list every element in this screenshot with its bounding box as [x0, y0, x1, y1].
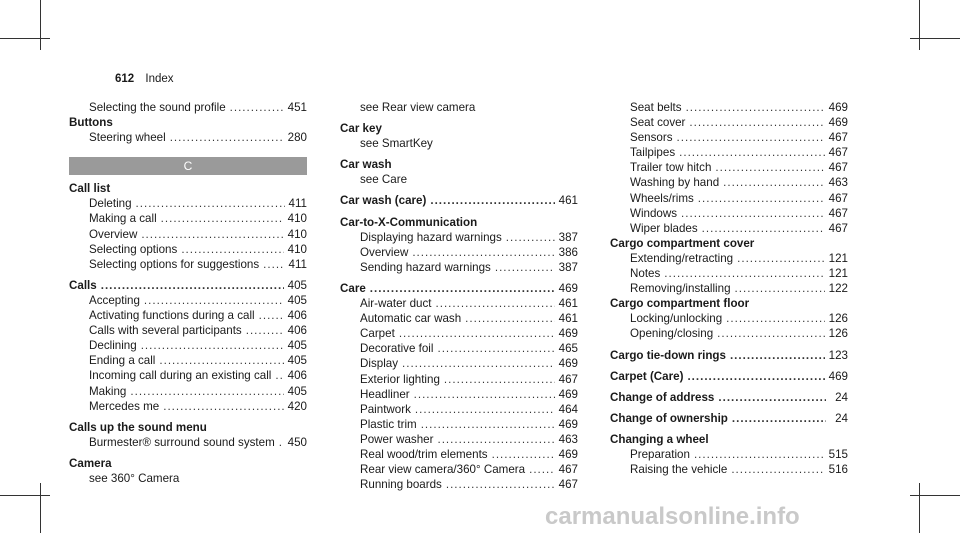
index-entry[interactable]: Overview ..... 386: [340, 245, 578, 260]
section-letter: C: [69, 157, 307, 175]
index-entry[interactable]: see SmartKey: [360, 137, 433, 151]
crop-mark: [40, 483, 41, 533]
crop-mark: [40, 0, 41, 50]
index-heading: Camera: [69, 456, 112, 470]
index-entry[interactable]: Accepting ..... 405: [69, 293, 307, 308]
index-entry[interactable]: Cargo tie-down rings ..... 123: [610, 348, 848, 363]
index-entry[interactable]: see Care: [360, 173, 408, 187]
crop-mark: [0, 495, 50, 496]
index-entry[interactable]: Extending/retracting ..... 121: [610, 251, 848, 266]
index-entry[interactable]: Washing by hand ..... 463: [610, 175, 848, 190]
index-entry[interactable]: Carpet ..... 469: [340, 326, 578, 341]
index-heading: Cargo compartment cover: [610, 236, 755, 250]
index-entry[interactable]: Deleting ..... 411: [69, 196, 307, 211]
index-entry[interactable]: Paintwork ..... 464: [340, 402, 578, 417]
index-entry[interactable]: Burmester® surround sound system ..... 450: [69, 435, 307, 450]
index-entry[interactable]: Trailer tow hitch ..... 467: [610, 160, 848, 175]
crop-mark: [919, 0, 920, 50]
index-entry[interactable]: Ending a call ..... 405: [69, 353, 307, 368]
index-entry[interactable]: Headliner ..... 469: [340, 387, 578, 402]
index-heading: Car key: [340, 122, 382, 136]
index-heading: Car wash: [340, 158, 392, 172]
index-heading: Cargo compartment floor: [610, 297, 750, 311]
index-entry[interactable]: Raising the vehicle ..... 516: [610, 462, 848, 477]
index-heading: Car-to-X-Communication: [340, 215, 478, 229]
index-entry[interactable]: Locking/unlocking ..... 126: [610, 311, 848, 326]
index-heading: Call list: [69, 182, 111, 196]
index-entry[interactable]: Activating functions during a call ..... 406: [69, 308, 307, 323]
index-entry[interactable]: Wiper blades ..... 467: [610, 221, 848, 236]
index-entry[interactable]: Mercedes me ..... 420: [69, 399, 307, 414]
crop-mark: [910, 495, 960, 496]
index-entry[interactable]: Air-water duct ..... 461: [340, 296, 578, 311]
index-entry[interactable]: Real wood/trim elements ..... 469: [340, 447, 578, 462]
index-entry[interactable]: Calls ..... 405: [69, 278, 307, 293]
crop-mark: [0, 38, 50, 39]
index-entry[interactable]: Declining ..... 405: [69, 338, 307, 353]
index-entry[interactable]: Rear view camera/360° Camera ..... 467: [340, 462, 578, 477]
watermark: carmanualsonline.info: [545, 503, 800, 530]
index-entry[interactable]: Seat cover ..... 469: [610, 115, 848, 130]
index-entry[interactable]: Seat belts ..... 469: [610, 100, 848, 115]
index-entry[interactable]: Preparation ..... 515: [610, 447, 848, 462]
index-entry[interactable]: see 360° Camera: [89, 471, 180, 485]
page-title: Index: [145, 73, 174, 85]
index-entry[interactable]: Change of ownership ..... 24: [610, 411, 848, 426]
index-entry[interactable]: Tailpipes ..... 467: [610, 145, 848, 160]
index-entry[interactable]: Calls with several participants ..... 406: [69, 323, 307, 338]
index-entry[interactable]: see Rear view camera: [360, 101, 476, 114]
index-entry[interactable]: Display ..... 469: [340, 356, 578, 371]
index-entry[interactable]: Making ..... 405: [69, 384, 307, 399]
index-heading: Calls up the sound menu: [69, 420, 207, 434]
index-entry[interactable]: Sensors ..... 467: [610, 130, 848, 145]
index-entry[interactable]: Carpet (Care) ..... 469: [610, 369, 848, 384]
index-column-2: [340, 100, 578, 492]
index-entry[interactable]: Opening/closing ..... 126: [610, 326, 848, 341]
index-entry[interactable]: Making a call ..... 410: [69, 211, 307, 226]
index-entry[interactable]: Wheels/rims ..... 467: [610, 191, 848, 206]
index-entry[interactable]: Power washer ..... 463: [340, 432, 578, 447]
index-entry[interactable]: Overview ..... 410: [69, 227, 307, 242]
index-heading: Changing a wheel: [610, 432, 709, 446]
index-entry[interactable]: Change of address ..... 24: [610, 390, 848, 405]
index-entry[interactable]: Notes ..... 121: [610, 266, 848, 281]
index-entry[interactable]: Automatic car wash ..... 461: [340, 311, 578, 326]
index-entry[interactable]: Exterior lighting ..... 467: [340, 372, 578, 387]
index-entry[interactable]: Selecting the sound profile ..... 451: [69, 100, 307, 115]
index-entry[interactable]: Plastic trim ..... 469: [340, 417, 578, 432]
index-entry[interactable]: Displaying hazard warnings ..... 387: [340, 230, 578, 245]
index-entry[interactable]: Care ..... 469: [340, 281, 578, 296]
index-column-3: [610, 100, 848, 477]
index-entry[interactable]: Selecting options ..... 410: [69, 242, 307, 257]
index-entry[interactable]: Selecting options for suggestions ..... 411: [69, 257, 307, 272]
crop-mark: [910, 38, 960, 39]
page-header: [115, 73, 174, 85]
index-entry[interactable]: Windows ..... 467: [610, 206, 848, 221]
index-entry[interactable]: Sending hazard warnings ..... 387: [340, 260, 578, 275]
index-entry[interactable]: Running boards ..... 467: [340, 477, 578, 492]
index-heading: Buttons: [69, 116, 113, 130]
index-entry[interactable]: Car wash (care) ..... 461: [340, 193, 578, 208]
crop-mark: [919, 483, 920, 533]
index-entry[interactable]: Steering wheel ..... 280: [69, 130, 307, 145]
index-entry[interactable]: Incoming call during an existing call ..... 406: [69, 368, 307, 383]
index-entry[interactable]: Decorative foil ..... 465: [340, 341, 578, 356]
index-column-1: [69, 100, 307, 486]
index-entry[interactable]: Removing/installing ..... 122: [610, 281, 848, 296]
page-number: 612: [115, 73, 135, 85]
